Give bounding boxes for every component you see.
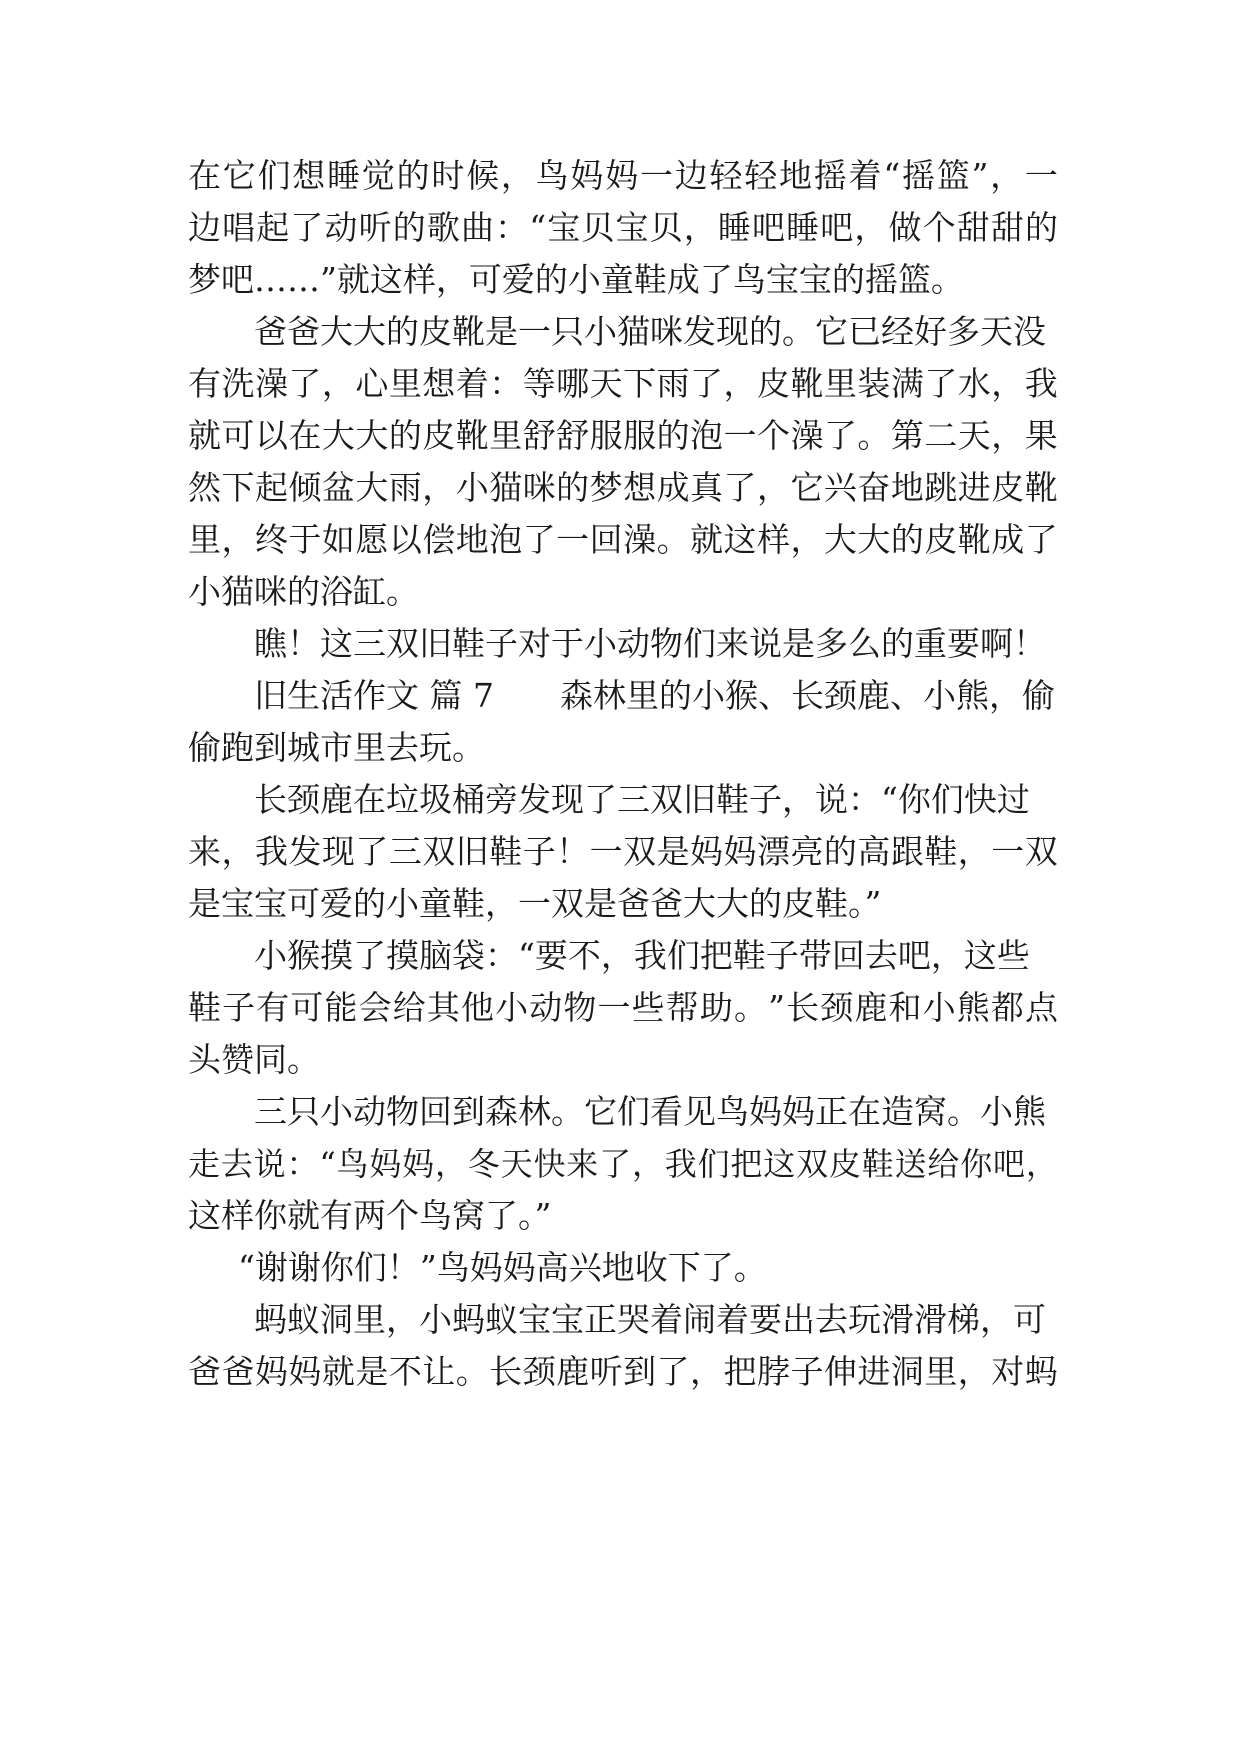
text-line: 旧生活作文 篇 7 森林里的小猴、长颈鹿、小熊，偷 xyxy=(254,676,1055,715)
text-line: 在 它 们 想 睡 觉 的 时 候 ， 鸟 妈 妈 一 边 轻 轻 地 摇 着 “ 摇 篮 ” ， 一 xyxy=(188,156,1058,195)
text-line: 有 洗 澡 了 ， 心 里 想 着 ： 等 哪 天 下 雨 了 ， 皮 靴 里 装 满 了 水 ， 我 xyxy=(188,364,1058,403)
text-line: 就 可 以 在 大 大 的 皮 靴 里 舒 舒 服 服 的 泡 一 个 澡 了 。 第 二 天 ， 果 xyxy=(188,416,1058,455)
text-line: 长颈鹿在垃圾桶旁发现了三双旧鞋子，说：“你们快过 xyxy=(254,780,1030,819)
text-line: 鞋 子 有 可 能 会 给 其 他 小 动 物 一 些 帮 助 。 ” 长 颈 鹿 和 小 熊 都 点 xyxy=(188,988,1058,1027)
text-line: 走 去 说 ： “ 鸟 妈 妈 ， 冬 天 快 来 了 ， 我 们 把 这 双 皮 鞋 送 给 你 吧 ， xyxy=(188,1145,1058,1183)
text-line: 爸 爸 妈 妈 就 是 不 让 。 长 颈 鹿 听 到 了 ， 把 脖 子 伸 进 洞 里 ， 对 蚂 xyxy=(188,1352,1058,1391)
text-line: 这样你就有两个鸟窝了。” xyxy=(188,1196,552,1235)
text-line: 小猫咪的浴缸。 xyxy=(188,572,419,611)
text-line: 是宝宝可爱的小童鞋，一双是爸爸大大的皮鞋。” xyxy=(188,884,882,923)
text-line: 小猴摸了摸脑袋：“要不，我们把鞋子带回去吧，这些 xyxy=(254,936,1030,975)
text-line: 瞧！这三双旧鞋子对于小动物们来说是多么的重要啊！ xyxy=(254,624,1046,663)
text-line: 然 下 起 倾 盆 大 雨 ， 小 猫 咪 的 梦 想 成 真 了 ， 它 兴 奋 地 跳 进 皮 靴 xyxy=(188,468,1058,507)
text-line: 偷跑到城市里去玩。 xyxy=(188,728,485,767)
text-line: 三只小动物回到森林。它们看见鸟妈妈正在造窝。小熊 xyxy=(254,1092,1046,1131)
text-line: 蚂蚁洞里，小蚂蚁宝宝正哭着闹着要出去玩滑滑梯，可 xyxy=(254,1300,1046,1339)
text-line: 边 唱 起 了 动 听 的 歌 曲 ： “ 宝 贝 宝 贝 ， 睡 吧 睡 吧 ， 做 个 甜 甜 的 xyxy=(188,208,1058,247)
text-line: 爸爸大大的皮靴是一只小猫咪发现的。它已经好多天没 xyxy=(254,312,1046,351)
text-line: 梦吧……”就这样，可爱的小童鞋成了鸟宝宝的摇篮。 xyxy=(188,260,964,299)
text-line: 来 ， 我 发 现 了 三 双 旧 鞋 子 ！ 一 双 是 妈 妈 漂 亮 的 高 跟 鞋 ， 一 双 xyxy=(188,832,1058,871)
text-line: “谢谢你们！”鸟妈妈高兴地收下了。 xyxy=(238,1248,767,1287)
text-line: 里 ， 终 于 如 愿 以 偿 地 泡 了 一 回 澡 。 就 这 样 ， 大 大 的 皮 靴 成 了 xyxy=(188,520,1058,559)
text-line: 头赞同。 xyxy=(188,1040,320,1079)
